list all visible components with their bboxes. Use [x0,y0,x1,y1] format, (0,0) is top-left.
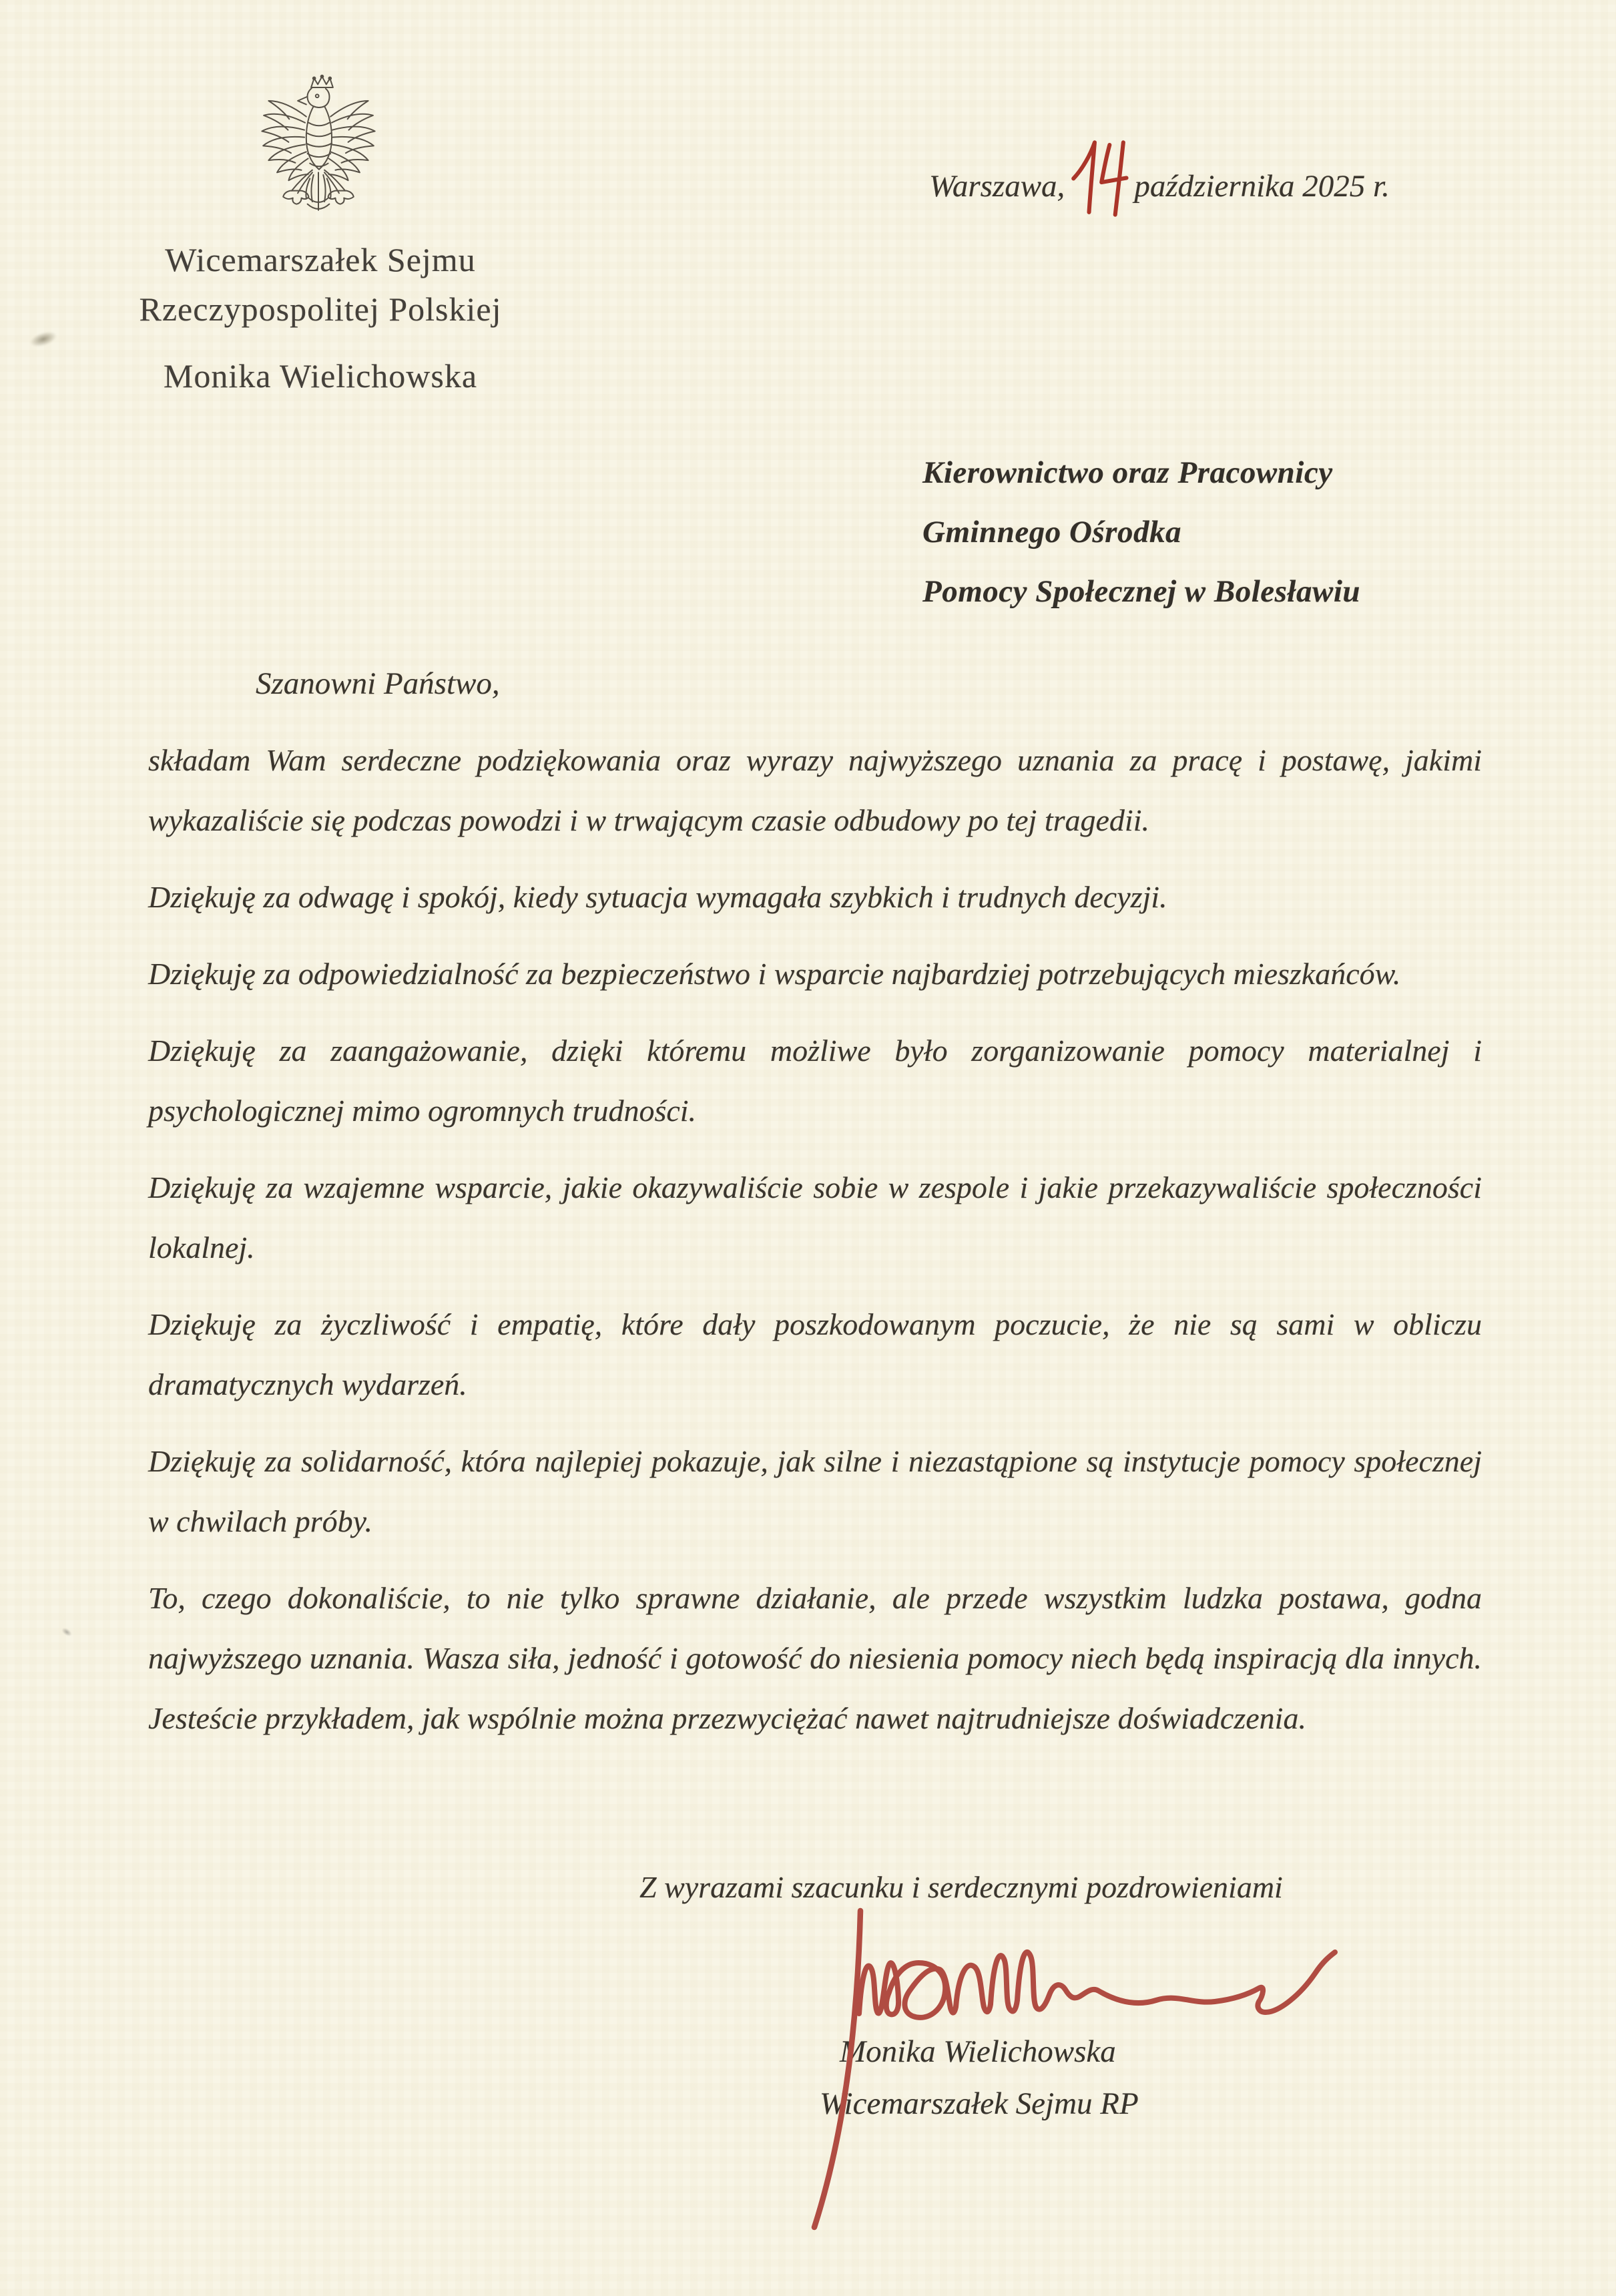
body-paragraph: składam Wam serdeczne podziękowania oraz wyrazy najwyższego uznania za pracę i postawę, jakimi wykazaliście się podczas powodzi i w trwającym czasie odbudowy po tej tragedii. [148,743,1482,837]
body-paragraph: Dziękuję za solidarność, która najlepiej pokazuje, jak silne i niezastąpione są instytucje pomocy społecznej w chwilach próby. [148,1444,1482,1538]
signature-title: Wicemarszałek Sejmu RP [820,2086,1139,2121]
recipient-line: Kierownictwo oraz Pracownicy [922,455,1333,490]
polish-eagle-icon [258,69,379,220]
signature-ink [788,1895,1362,2235]
body-paragraph: To, czego dokonaliście, to nie tylko sprawne działanie, ale przede wszystkim ludzka postawa, godna najwyższego uznania. Wasza siła, jedność i gotowość do niesienia pomocy niech będą inspiracją dla innych. Jesteście przykładem, jak wspólnie można przezwyciężać nawet najtrudniejsze doświadczenia. [148,1581,1482,1735]
body-paragraph: Dziękuję za odpowiedzialność za bezpieczeństwo i wsparcie najbardziej potrzebujących mieszkańców. [148,957,1401,991]
date-city: Warszawa, [929,169,1065,204]
polish-eagle-emblem [258,69,379,220]
handwritten-day-14 [1066,136,1141,217]
signature-name: Monika Wielichowska [840,2034,1116,2069]
sender-name: Monika Wielichowska [163,357,478,395]
letter-body [148,730,1482,1749]
date-rest: października 2025 r. [1134,169,1390,204]
sender-title-line1: Wicemarszałek Sejmu [165,241,476,278]
body-paragraph: Dziękuję za wzajemne wsparcie, jakie okazywaliście sobie w zespole i jakie przekazywaliście społeczności lokalnej. [148,1170,1482,1265]
sender-title-line2: Rzeczypospolitej Polskiej [139,290,502,328]
signature-scribble-icon [788,1895,1362,2235]
body-paragraph: Dziękuję za życzliwość i empatię, które dały poszkodowanym poczucie, że nie są sami w obliczu dramatycznych wydarzeń. [148,1307,1482,1401]
body-paragraph: Dziękuję za odwagę i spokój, kiedy sytuacja wymagała szybkich i trudnych decyzji. [148,880,1167,914]
recipient-line: Gminnego Ośrodka [922,515,1181,549]
handwritten-day-ink [1066,136,1141,222]
scan-smudge [28,328,59,350]
sender-block [97,235,543,401]
scan-smudge [61,1626,73,1638]
recipient-block [922,443,1360,622]
closing-line: Z wyrazami szacunku i serdecznymi pozdrowieniami [639,1870,1283,1904]
body-paragraph: Dziękuję za zaangażowanie, dzięki któremu możliwe było zorganizowanie pomocy materialnej i psychologicznej mimo ogromnych trudności. [148,1034,1482,1128]
salutation: Szanowni Państwo, [256,666,500,701]
recipient-line: Pomocy Społecznej w Bolesławiu [922,574,1361,609]
dateline [929,168,1390,226]
